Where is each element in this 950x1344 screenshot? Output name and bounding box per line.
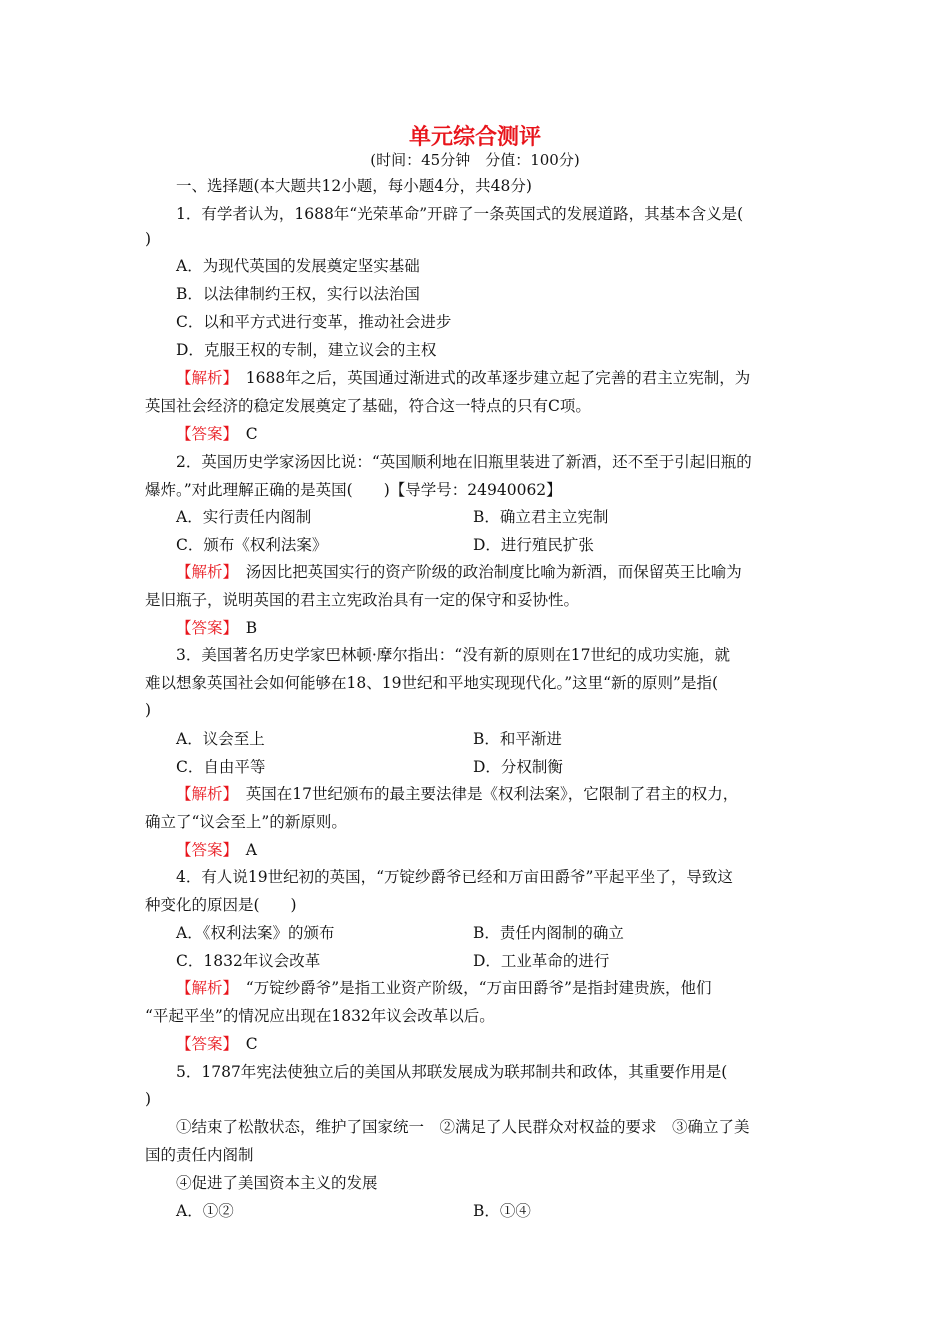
q3-option-d: D．分权制衡 — [473, 758, 563, 776]
analysis-tag: 【解析】 — [176, 979, 231, 997]
q5-stem-line1: 5．1787年宪法使独立后的美国从邦联发展成为联邦制共和政体，其重要作用是( — [176, 1063, 728, 1081]
q1-answer-value: C — [245, 425, 258, 443]
q5-items-line2: 国的责任内阁制 — [145, 1146, 254, 1164]
q2-analysis-line2: 是旧瓶子，说明英国的君主立宪政治具有一定的保守和妥协性。 — [145, 591, 580, 609]
time-score-info: (时间：45分钟 分值：100分) — [370, 151, 580, 169]
q1-stem-line2: ) — [145, 230, 152, 248]
q4-option-d: D．工业革命的进行 — [473, 952, 610, 970]
q2-option-b: B．确立君主立宪制 — [473, 508, 609, 526]
answer-tag: 【答案】 — [176, 1035, 231, 1053]
q3-analysis-line1 — [176, 784, 738, 804]
q4-stem-line2: 种变化的原因是( ) — [145, 896, 297, 914]
q2-answer-value: B — [245, 619, 258, 637]
q1-option-b: B．以法律制约王权，实行以法治国 — [176, 285, 420, 303]
q1-analysis-text: 1688年之后，英国通过渐进式的改革逐步建立起了完善的君主立宪制，为 — [245, 369, 751, 387]
q3-stem-line1: 3．美国著名历史学家巴林顿·摩尔指出：“没有新的原则在17世纪的成功实施，就 — [176, 646, 730, 664]
q2-stem-line1: 2．英国历史学家汤因比说：“英国顺利地在旧瓶里装进了新酒，还不至于引起旧瓶的 — [176, 453, 752, 471]
q2-option-a: A．实行责任内阁制 — [176, 508, 312, 526]
q1-analysis-line2: 英国社会经济的稳定发展奠定了基础，符合这一特点的只有C项。 — [145, 397, 591, 415]
q3-option-c: C．自由平等 — [176, 758, 266, 776]
answer-tag: 【答案】 — [176, 841, 231, 859]
q5-option-b: B．①④ — [473, 1202, 531, 1220]
q1-option-c: C．以和平方式进行变革，推动社会进步 — [176, 313, 452, 331]
q3-analysis-line2: 确立了“议会至上”的新原则。 — [145, 813, 347, 831]
q4-analysis-line1 — [176, 978, 711, 998]
q1-option-d: D．克服王权的专制，建立议会的主权 — [176, 341, 437, 359]
q3-analysis-text: 英国在17世纪颁布的最主要法律是《权利法案》，它限制了君主的权力， — [245, 785, 739, 803]
q4-option-c: C．1832年议会改革 — [176, 952, 321, 970]
q2-option-c: C．颁布《权利法案》 — [176, 536, 328, 554]
q2-option-d: D．进行殖民扩张 — [473, 536, 594, 554]
q4-stem-line1: 4．有人说19世纪初的英国，“万锭纱爵爷已经和万亩田爵爷”平起平坐了，导致这 — [176, 868, 733, 886]
q1-answer — [176, 424, 258, 444]
section-heading: 一、选择题(本大题共12小题，每小题4分，共48分) — [176, 177, 532, 195]
answer-tag: 【答案】 — [176, 619, 231, 637]
page-title: 单元综合测评 — [408, 125, 541, 150]
q5-items-line1: ①结束了松散状态，维护了国家统一 ②满足了人民群众对权益的要求 ③确立了美 — [176, 1118, 750, 1136]
q1-analysis-line1 — [176, 368, 750, 388]
q1-option-a: A．为现代英国的发展奠定坚实基础 — [176, 257, 420, 275]
answer-tag: 【答案】 — [176, 425, 231, 443]
q3-stem-line3: ) — [145, 701, 152, 719]
q2-analysis-line1 — [176, 562, 742, 582]
q5-stem-line2: ) — [145, 1090, 152, 1108]
q3-option-b: B．和平渐进 — [473, 730, 562, 748]
analysis-tag: 【解析】 — [176, 785, 231, 803]
analysis-tag: 【解析】 — [176, 563, 231, 581]
analysis-tag: 【解析】 — [176, 369, 231, 387]
q2-answer — [176, 618, 257, 638]
q3-answer-value: A — [245, 841, 257, 859]
q3-answer — [176, 840, 257, 860]
q1-stem-line1: 1．有学者认为，1688年“光荣革命”开辟了一条英国式的发展道路，其基本含义是( — [176, 205, 744, 223]
q4-option-a: A．《权利法案》的颁布 — [176, 924, 335, 942]
q2-analysis-text: 汤因比把英国实行的资产阶级的政治制度比喻为新酒，而保留英王比喻为 — [245, 563, 742, 581]
q3-option-a: A．议会至上 — [176, 730, 265, 748]
q4-analysis-text: “万锭纱爵爷”是指工业资产阶级，“万亩田爵爷”是指封建贵族，他们 — [245, 979, 712, 997]
q4-analysis-line2: “平起平坐”的情况应出现在1832年议会改革以后。 — [145, 1007, 495, 1025]
q2-stem-line2: 爆炸。”对此理解正确的是英国( )【导学号：24940062】 — [145, 481, 562, 499]
q3-stem-line2: 难以想象英国社会如何能够在18、19世纪和平地实现现代化。”这里“新的原则”是指( — [145, 674, 719, 692]
q5-option-a: A．①② — [176, 1202, 234, 1220]
q4-answer-value: C — [245, 1035, 258, 1053]
q4-answer — [176, 1034, 258, 1054]
q5-items-line3: ④促进了美国资本主义的发展 — [176, 1174, 378, 1192]
q4-option-b: B．责任内阁制的确立 — [473, 924, 624, 942]
